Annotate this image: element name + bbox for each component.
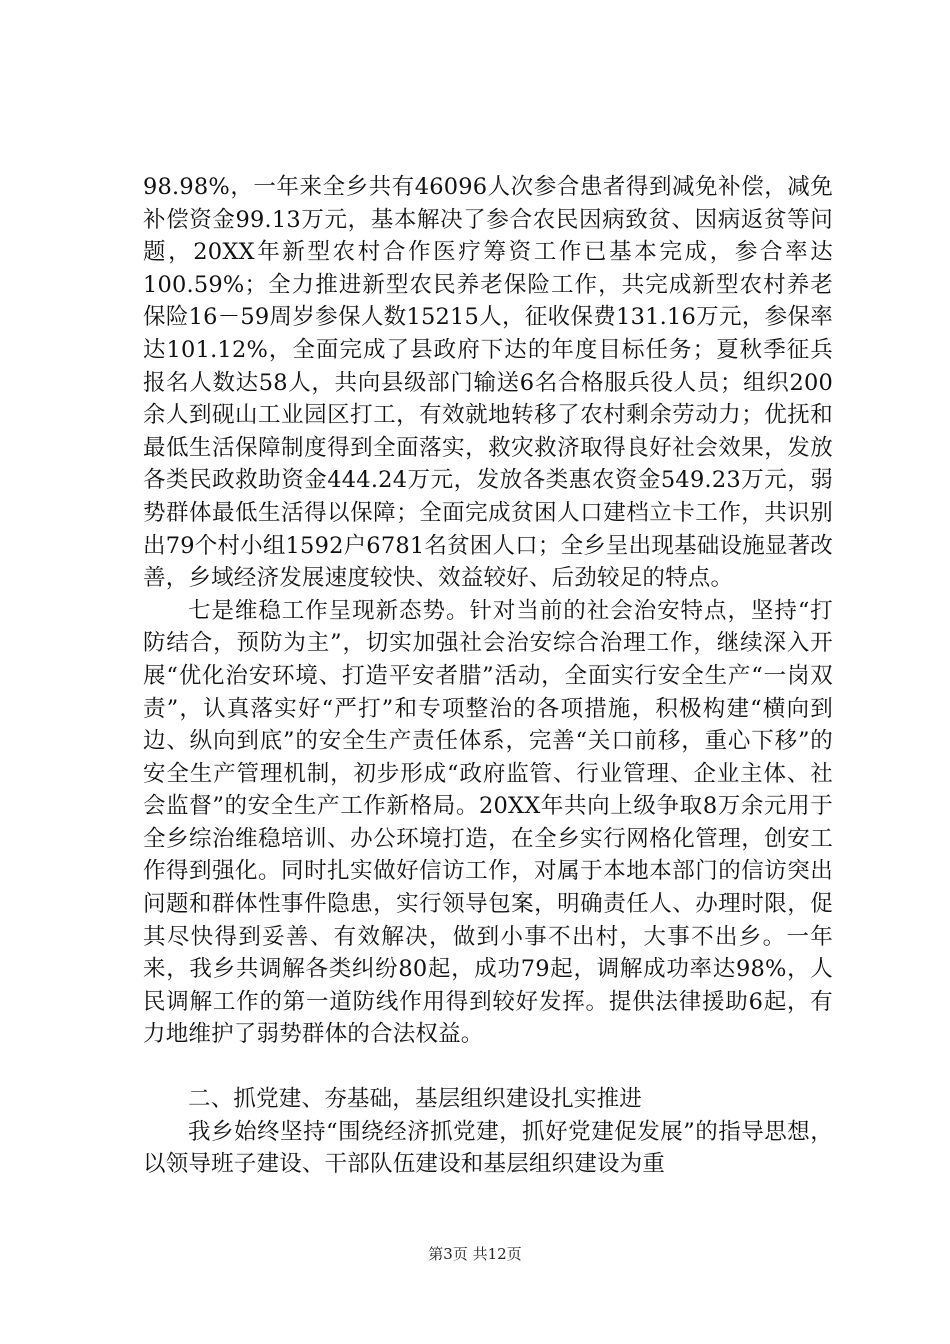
page-footer: 第3页 共12页	[428, 1245, 522, 1263]
document-body	[143, 171, 833, 1181]
paragraph-continued: 98.98%，一年来全乡共有46096人次参合患者得到减免补偿，减免补偿资金99.13万元，基本解决了参合农民因病致贫、因病返贫等问题，20XX年新型农村合作医疗筹资工作已基本完成，参合率达100.59%；全力推进新型农民养老保险工作，共完成新型农村养老保险16－59周岁参保人数15215人，征收保费131.16万元，参保率达101.12%，全面完成了县政府下达的年度目标任务；夏秋季征兵报名人数达58人，共向县级部门输送6名合格服兵役人员；组织200余人到砚山工业园区打工，有效就地转移了农村剩余劳动力；优抚和最低生活保障制度得到全面落实，救灾救济取得良好社会效果，发放各类民政救助资金444.24万元，发放各类惠农资金549.23万元，弱势群体最低生活得以保障；全面完成贫困人口建档立卡工作，共识别出79个村小组1592户6781名贫困人口；全乡呈出现基础设施显著改善，乡域经济发展速度较快、效益较好、后劲较足的特点。	[143, 174, 833, 592]
section-heading: 二、抓党建、夯基础，基层组织建设扎实推进	[188, 1086, 643, 1113]
paragraph-gap	[143, 1051, 833, 1083]
paragraph-party-building: 我乡始终坚持“围绕经济抓党建，抓好党建促发展”的指导思想，以领导班子建设、干部队伍建设和基层组织建设为重	[143, 1118, 833, 1178]
paragraph-stability: 七是维稳工作呈现新态势。针对当前的社会治安特点，坚持“打防结合，预防为主”，切实加强社会治安综合治理工作，继续深入开展“优化治安环境、打造平安者腊”活动，全面实行安全生产“一岗双责”，认真落实好“严打”和专项整治的各项措施，积极构建“横向到边、纵向到底”的安全生产责任体系，完善“关口前移，重心下移”的安全生产管理机制，初步形成“政府监管、行业管理、企业主体、社会监督”的安全生产工作新格局。20XX年共向上级争取8万余元用于全乡综治维稳培训、办公环境打造，在全乡实行网格化管理，创安工作得到强化。同时扎实做好信访工作，对属于本地本部门的信访突出问题和群体性事件隐患，实行领导包案，明确责任人、办理时限，促其尽快得到妥善、有效解决，做到小事不出村，大事不出乡。一年来，我乡共调解各类纠纷80起，成功79起，调解成功率达98%，人民调解工作的第一道防线作用得到较好发挥。提供法律援助6起，有力地维护了弱势群体的合法权益。	[143, 597, 833, 1048]
